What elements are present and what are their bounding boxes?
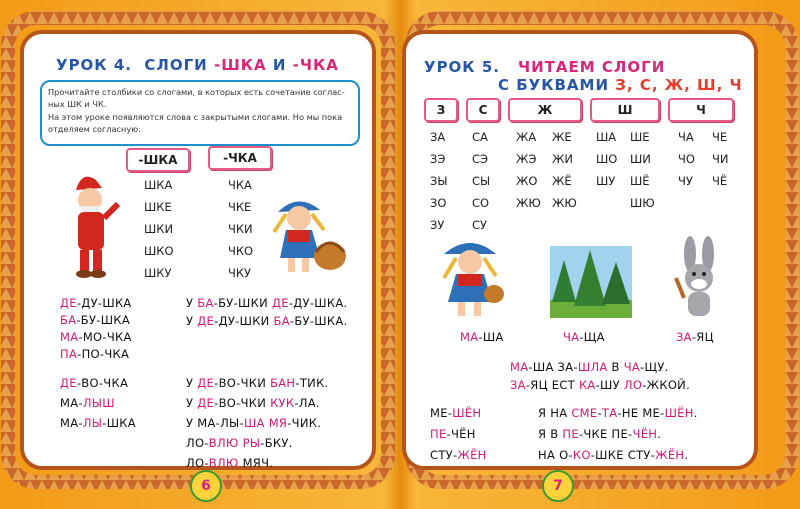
- text-line: [538, 427, 661, 441]
- text-line: [186, 376, 329, 390]
- highlighted-syllable: ША: [243, 416, 265, 430]
- highlighted-syllable: ЛЫ: [82, 416, 103, 430]
- highlighted-syllable: ЛО: [623, 378, 643, 392]
- highlighted-syllable: ПЕ: [430, 427, 447, 441]
- highlighted-syllable: ЖЁН: [457, 448, 487, 462]
- syllable: ШКИ: [144, 222, 174, 236]
- highlighted-syllable: БА: [273, 314, 290, 328]
- syllable-text: В: [607, 360, 624, 374]
- letter-chip: Ж: [508, 98, 582, 122]
- syllable-text: МА-: [60, 416, 83, 430]
- syllable: СА: [472, 130, 488, 144]
- highlighted-syllable: ЛЫШ: [82, 396, 115, 410]
- syllable: ЗЭ: [430, 152, 446, 166]
- syllable-text: -: [597, 406, 602, 420]
- letter-chip: Ш: [590, 98, 660, 122]
- syllable: ШКЕ: [144, 200, 172, 214]
- syllable: ЧЁ: [712, 174, 728, 188]
- syllable: ЖЭ: [516, 152, 537, 166]
- syllable-text: -ЧИК.: [287, 416, 322, 430]
- syllable: ШЕ: [630, 130, 650, 144]
- syllable: СЫ: [472, 174, 491, 188]
- grandpa-illustration: [62, 170, 120, 280]
- syllable-text: -ПО-ЧКА: [77, 347, 130, 361]
- syllable: ЖЁ: [552, 174, 572, 188]
- syllable: ШУ: [596, 174, 616, 188]
- text-line: [430, 448, 487, 462]
- syllable: ЖЮ: [552, 196, 577, 210]
- syllable: ЧЕ: [712, 130, 728, 144]
- syllable-text: -ЖКОЙ.: [642, 378, 691, 392]
- instruction-line: Прочитайте столбики со слогами, в которых есть сочетание соглас-ных ШК и ЧК.: [48, 87, 345, 109]
- text-line: [538, 406, 698, 420]
- syllable-text: -ВО-ЧКИ: [214, 376, 271, 390]
- lesson-5-title-line2: С БУКВАМИ З, С, Ж, Ш, Ч: [498, 76, 743, 94]
- text-line: [60, 416, 136, 430]
- syllable-text: У: [186, 396, 198, 410]
- syllable: ЖЕ: [552, 130, 572, 144]
- syllable-text: -НЕ МЕ-: [617, 406, 665, 420]
- syllable-text: -ДУ-ШКА: [76, 296, 132, 310]
- syllable-text: -ЧЁН: [446, 427, 476, 441]
- syllable: ЧКИ: [228, 222, 253, 236]
- syllable-chip: -ЧКА: [208, 146, 272, 170]
- syllable: ЧУ: [678, 174, 693, 188]
- highlighted-syllable: КУК: [270, 396, 295, 410]
- text-line: [676, 330, 714, 344]
- syllable-text: -ЧКЕ ПЕ-: [578, 427, 633, 441]
- highlighted-syllable: ШЛА: [577, 360, 608, 374]
- text-line: [186, 314, 348, 328]
- syllable: ША: [596, 130, 617, 144]
- syllable: ШЁ: [630, 174, 650, 188]
- syllable: СО: [472, 196, 490, 210]
- syllable-text: -ШУ: [595, 378, 624, 392]
- syllable-text: -ДУ-ШКА.: [288, 296, 348, 310]
- syllable: ШЮ: [630, 196, 655, 210]
- syllable-text: -БКУ.: [260, 436, 293, 450]
- syllable-text: -ВО-ЧКИ: [214, 396, 271, 410]
- highlighted-syllable: ДЕ: [197, 396, 215, 410]
- highlighted-syllable: ДЕ: [60, 296, 77, 310]
- syllable: ЗУ: [430, 218, 445, 232]
- syllable: ЧКЕ: [228, 200, 252, 214]
- lesson-5-title: УРОК 5.: [424, 58, 500, 76]
- syllable-text: МЯЧ.: [238, 456, 274, 470]
- syllable-text: .: [684, 448, 689, 462]
- highlighted-syllable: МА: [460, 330, 479, 344]
- text-line: [510, 378, 690, 392]
- text-line: [186, 436, 293, 450]
- syllable: ЗЫ: [430, 174, 448, 188]
- syllable-text: -БУ-ШКА.: [289, 314, 348, 328]
- highlighted-syllable: ЗА: [510, 378, 526, 392]
- syllable-text: -ЛА.: [294, 396, 320, 410]
- letter-chip: З: [424, 98, 458, 122]
- page-number-left: 6: [190, 470, 222, 502]
- text-line: [186, 396, 320, 410]
- hare-illustration: [668, 236, 732, 324]
- syllable: ШКО: [144, 244, 174, 258]
- syllable-text: -ША ЗА-: [528, 360, 578, 374]
- text-line: [460, 330, 504, 344]
- syllable-text: -ЩА: [579, 330, 605, 344]
- highlighted-syllable: СМЕ: [571, 406, 598, 420]
- text-line: [60, 376, 128, 390]
- highlighted-syllable: КО: [572, 448, 591, 462]
- highlighted-syllable: ДЕ: [60, 376, 77, 390]
- text-line: [60, 330, 132, 344]
- syllable-text: Я В: [538, 427, 563, 441]
- text-line: [538, 448, 688, 462]
- highlighted-syllable: РЫ: [242, 436, 261, 450]
- text-line: [563, 330, 605, 344]
- highlighted-syllable: ЖЁН: [655, 448, 685, 462]
- text-line: [510, 360, 669, 374]
- forest-thicket-illustration: [550, 246, 632, 318]
- syllable: ЧКО: [228, 244, 254, 258]
- text-line: [186, 296, 348, 310]
- highlighted-syllable: ШЁН: [452, 406, 482, 420]
- syllable: ЧО: [678, 152, 695, 166]
- syllable-text: -МО-ЧКА: [78, 330, 132, 344]
- instruction-line: На этом уроке появляются слова с закрытыми слогами. Но мы пока отделяем согласную.: [48, 112, 343, 134]
- syllable-text: Я НА: [538, 406, 572, 420]
- syllable-text: -ШКА: [102, 416, 136, 430]
- highlighted-syllable: ЧА: [623, 360, 641, 374]
- syllable-text: -ЯЦ: [691, 330, 714, 344]
- highlighted-syllable: ЧА: [563, 330, 580, 344]
- highlighted-syllable: ШЁН: [664, 406, 694, 420]
- syllable-text: -ТИК.: [295, 376, 329, 390]
- highlighted-syllable: БАН: [270, 376, 296, 390]
- page-number-right: 7: [542, 470, 574, 502]
- highlighted-syllable: ЗА: [676, 330, 692, 344]
- syllable-text: -ЩУ.: [640, 360, 669, 374]
- highlighted-syllable: ПА: [60, 347, 78, 361]
- highlighted-syllable: ВЛЮ: [208, 436, 239, 450]
- syllable: ШКА: [144, 178, 173, 192]
- syllable-text: -БУ-ШКИ: [213, 296, 272, 310]
- syllable-text: ЛО-: [186, 436, 209, 450]
- syllable: СЭ: [472, 152, 489, 166]
- syllable: ШИ: [630, 152, 651, 166]
- letter-chip: С: [466, 98, 500, 122]
- syllable: ЧИ: [712, 152, 729, 166]
- highlighted-syllable: МА: [510, 360, 529, 374]
- highlighted-syllable: ДЕ: [197, 314, 215, 328]
- syllable: ЖЮ: [516, 196, 541, 210]
- syllable: ЧКУ: [228, 266, 252, 280]
- text-line: [60, 296, 132, 310]
- syllable-text: -ЯЦ ЕСТ: [525, 378, 579, 392]
- highlighted-syllable: МА: [60, 330, 79, 344]
- syllable-text: -ША: [478, 330, 504, 344]
- highlighted-syllable: БА: [60, 313, 77, 327]
- syllable: ЗО: [430, 196, 447, 210]
- highlighted-syllable: ДЕ: [271, 296, 289, 310]
- girl-with-basket-illustration: [268, 192, 350, 278]
- syllable-text: У: [186, 296, 198, 310]
- syllable-text: У: [186, 314, 198, 328]
- syllable: СУ: [472, 218, 488, 232]
- text-line: [186, 416, 321, 430]
- syllable-chip: -ШКА: [126, 148, 190, 172]
- syllable-text: НА О-: [538, 448, 573, 462]
- syllable: ШО: [596, 152, 618, 166]
- syllable: ШКУ: [144, 266, 172, 280]
- masha-illustration: [436, 236, 506, 324]
- syllable-text: .: [693, 406, 698, 420]
- highlighted-syllable: МЯ: [268, 416, 288, 430]
- highlighted-syllable: ЧЁН: [632, 427, 658, 441]
- syllable: ЧКА: [228, 178, 252, 192]
- syllable: ЗА: [430, 130, 446, 144]
- syllable-text: -ШКЕ СТУ-: [590, 448, 656, 462]
- syllable-text: ЛО-: [186, 456, 209, 470]
- syllable: ЖО: [516, 174, 538, 188]
- letter-chip: Ч: [668, 98, 734, 122]
- text-line: [60, 313, 130, 327]
- text-line: [186, 456, 273, 470]
- highlighted-syllable: ТА: [601, 406, 618, 420]
- highlighted-syllable: ДЕ: [197, 376, 215, 390]
- syllable: ЖИ: [552, 152, 573, 166]
- text-line: [60, 347, 129, 361]
- text-line: [430, 427, 476, 441]
- highlighted-syllable: БА: [197, 296, 214, 310]
- lesson-5-title-line1: ЧИТАЕМ СЛОГИ: [518, 58, 666, 76]
- syllable-text: .: [657, 427, 662, 441]
- syllable-text: -ВО-ЧКА: [76, 376, 129, 390]
- syllable-text: У: [186, 376, 198, 390]
- syllable-text: У МА-ЛЫ-: [186, 416, 244, 430]
- syllable: ЧА: [678, 130, 694, 144]
- syllable: ЖА: [516, 130, 537, 144]
- text-line: [430, 406, 481, 420]
- syllable-text: СТУ-: [430, 448, 458, 462]
- syllable-text: -БУ-ШКА: [76, 313, 130, 327]
- highlighted-syllable: КА: [578, 378, 596, 392]
- syllable-text: -ДУ-ШКИ: [214, 314, 274, 328]
- syllable-text: МЕ-: [430, 406, 453, 420]
- highlighted-syllable: ПЕ: [562, 427, 579, 441]
- lesson-4-title: УРОК 4. СЛОГИ -ШКА И -ЧКА: [56, 56, 339, 74]
- syllable-text: МА-: [60, 396, 83, 410]
- lesson-4-instructions: [40, 80, 360, 146]
- highlighted-syllable: ВЛЮ: [208, 456, 239, 470]
- text-line: [60, 396, 115, 410]
